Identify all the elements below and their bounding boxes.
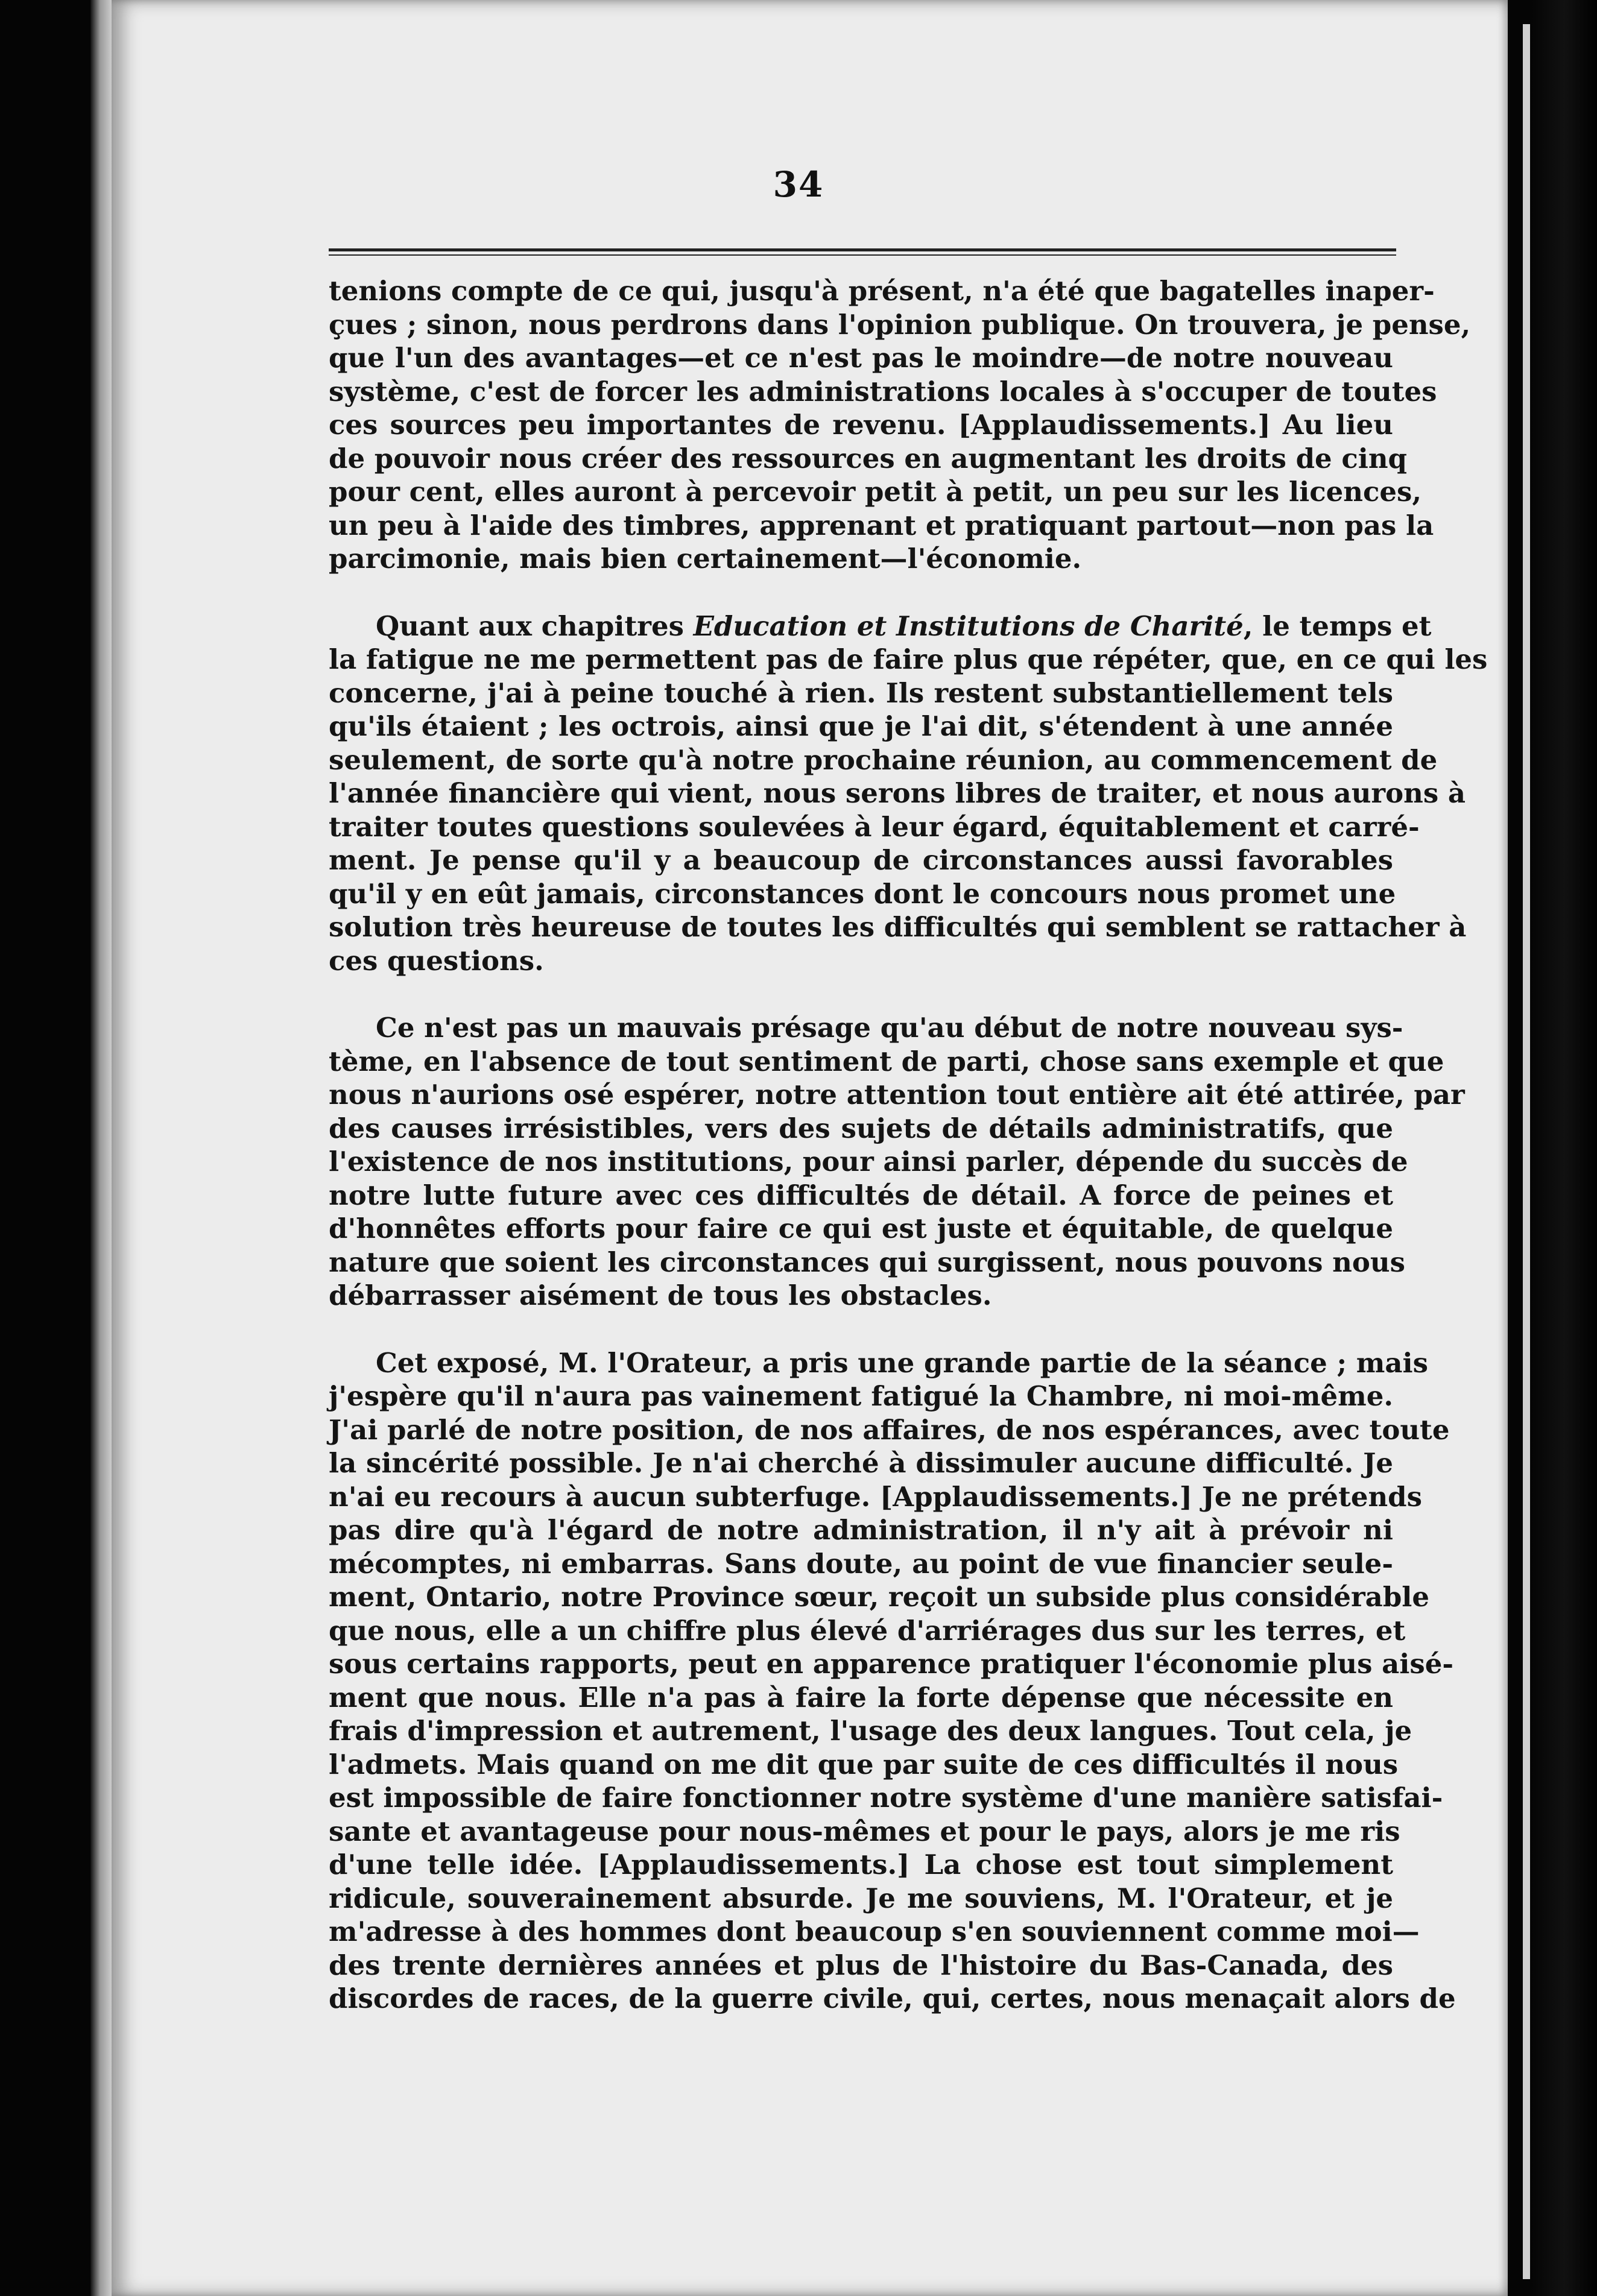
- text-line: tenions compte de ce qui, jusqu'à présent, n'a été que bagatelles inaper-: [329, 275, 1435, 307]
- text-line: m'adresse à des hommes dont beaucoup s'en souviennent comme moi—: [329, 1916, 1420, 1948]
- text-line: J'ai parlé de notre position, de nos affaires, de nos espérances, avec toute: [329, 1413, 1450, 1446]
- text-line: pour cent, elles auront à percevoir petit à petit, un peu sur les licences,: [329, 476, 1421, 508]
- text-line: concerne, j'ai à peine touché à rien. Ils restent substantiellement tels: [329, 676, 1393, 709]
- text-line: des causes irrésistibles, vers des sujets de détails administratifs, que: [329, 1112, 1393, 1144]
- left-binding-gutter: [90, 0, 115, 2296]
- text-line: des trente dernières années et plus de l'histoire du Bas-Canada, des: [329, 1949, 1393, 1981]
- text-line: l'admets. Mais quand on me dit que par suite de ces difficultés il nous: [329, 1748, 1399, 1780]
- italic-text-run: Education et Institutions de Charité: [693, 610, 1244, 642]
- text-line: système, c'est de forcer les administrations locales à s'occuper de toutes: [329, 375, 1437, 408]
- text-line: un peu à l'aide des timbres, apprenant et pratiquant partout—non pas la: [329, 509, 1434, 541]
- right-dark-margin: [1532, 0, 1597, 2296]
- paragraph-3: [329, 1011, 1465, 1313]
- text-line: ment, Ontario, notre Province sœur, reçoit un subside plus considérable: [329, 1581, 1430, 1613]
- text-line: d'une telle idée. [Applaudissements.] La chose est tout simplement: [329, 1849, 1393, 1881]
- paragraph-4: [329, 1346, 1456, 2016]
- text-line: discordes de races, de la guerre civile, qui, certes, nous menaçait alors de: [329, 1982, 1456, 2014]
- text-line: ces sources peu importantes de revenu. [Applaudissements.] Au lieu: [329, 409, 1393, 441]
- text-line: seulement, de sorte qu'à notre prochaine réunion, au commencement de: [329, 743, 1438, 776]
- text-line: Cet exposé, M. l'Orateur, a pris une grande partie de la séance ; mais: [376, 1346, 1428, 1379]
- header-rule: [329, 248, 1396, 256]
- text-line: l'année financière qui vient, nous serons libres de traiter, et nous aurons à: [329, 777, 1466, 809]
- page-number: 34: [773, 164, 824, 205]
- text-line: frais d'impression et autrement, l'usage des deux langues. Tout cela, je: [329, 1715, 1412, 1747]
- text-line: Ce n'est pas un mauvais présage qu'au début de notre nouveau sys-: [376, 1012, 1403, 1044]
- text-line: la fatigue ne me permettent pas de faire plus que répéter, que, en ce qui les: [329, 643, 1488, 675]
- body-text: [329, 274, 1488, 2049]
- text-line: sante et avantageuse pour nous-mêmes et pour le pays, alors je me ris: [329, 1815, 1400, 1847]
- text-line: qu'il y en eût jamais, circonstances dont le concours nous promet une: [329, 877, 1396, 910]
- text-line: l'existence de nos institutions, pour ainsi parler, dépende du succès de: [329, 1146, 1408, 1178]
- text-line: parcimonie, mais bien certainement—l'économie.: [329, 543, 1082, 575]
- text-run: , le temps et: [1243, 610, 1432, 642]
- text-line: nous n'aurions osé espérer, notre attention tout entière ait été attirée, par: [329, 1079, 1465, 1111]
- next-page-edge: [1523, 24, 1530, 2279]
- text-run: Quant aux chapitres: [376, 610, 694, 642]
- text-line: notre lutte future avec ces difficultés de détail. A force de peines et: [329, 1179, 1393, 1211]
- text-line: n'ai eu recours à aucun subterfuge. [Applaudissements.] Je ne prétends: [329, 1480, 1422, 1513]
- text-line: pas dire qu'à l'égard de notre administration, il n'y ait à prévoir ni: [329, 1514, 1393, 1546]
- text-line: tème, en l'absence de tout sentiment de parti, chose sans exemple et que: [329, 1045, 1444, 1077]
- text-line: d'honnêtes efforts pour faire ce qui est juste et équitable, de quelque: [329, 1213, 1393, 1244]
- text-line: mécomptes, ni embarras. Sans doute, au point de vue financier seule-: [329, 1547, 1393, 1580]
- text-line: ces questions.: [329, 944, 544, 977]
- text-line: sous certains rapports, peut en apparence pratiquer l'économie plus aisé-: [329, 1648, 1454, 1680]
- text-line: est impossible de faire fonctionner notre système d'une manière satisfai-: [329, 1782, 1443, 1814]
- text-line: çues ; sinon, nous perdrons dans l'opinion publique. On trouvera, je pense,: [329, 308, 1471, 341]
- text-line: ment. Je pense qu'il y a beaucoup de circonstances aussi favorables: [329, 844, 1393, 876]
- text-line: débarrasser aisément de tous les obstacles.: [329, 1279, 992, 1311]
- text-line: nature que soient les circonstances qui surgissent, nous pouvons nous: [329, 1246, 1405, 1278]
- text-line: de pouvoir nous créer des ressources en augmentant les droits de cinq: [329, 442, 1408, 475]
- text-line: que l'un des avantages—et ce n'est pas le moindre—de notre nouveau: [329, 342, 1393, 374]
- text-line: la sincérité possible. Je n'ai cherché à dissimuler aucune difficulté. Je: [329, 1447, 1393, 1479]
- text-line: [329, 610, 1432, 643]
- paragraph-1: [329, 274, 1471, 576]
- text-line: ridicule, souverainement absurde. Je me souviens, M. l'Orateur, et je: [329, 1882, 1393, 1914]
- text-line: solution très heureuse de toutes les difficultés qui semblent se rattacher à: [329, 911, 1467, 943]
- text-line: traiter toutes questions soulevées à leur égard, équitablement et carré-: [329, 810, 1420, 843]
- paragraph-2: [329, 610, 1488, 978]
- text-line: qu'ils étaient ; les octrois, ainsi que je l'ai dit, s'étendent à une année: [329, 710, 1393, 742]
- text-line: j'espère qu'il n'aura pas vainement fatigué la Chambre, ni moi-même.: [329, 1380, 1393, 1412]
- text-line: ment que nous. Elle n'a pas à faire la forte dépense que nécessite en: [329, 1681, 1393, 1714]
- text-line: que nous, elle a un chiffre plus élevé d'arriérages dus sur les terres, et: [329, 1614, 1406, 1647]
